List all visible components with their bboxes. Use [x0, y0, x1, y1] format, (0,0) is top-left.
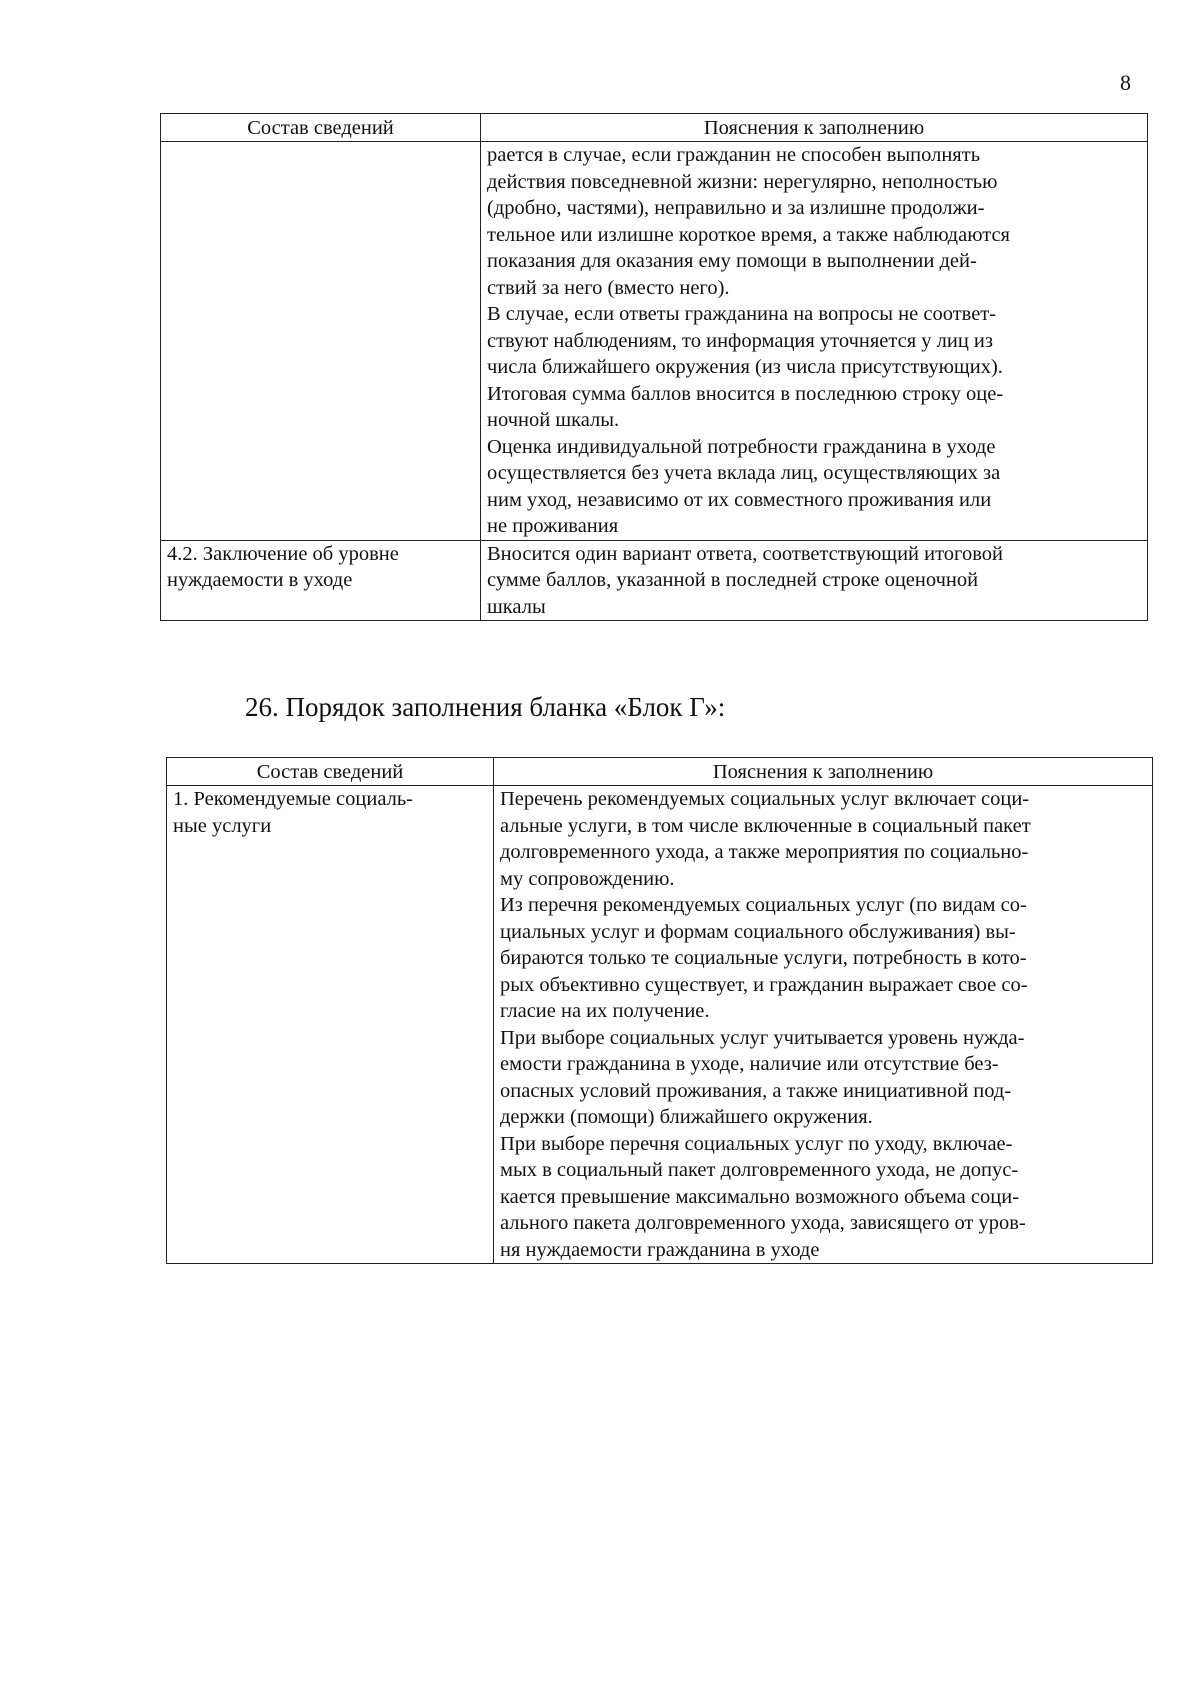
column-header-contents: Состав сведений	[161, 114, 481, 142]
field-name: 1. Рекомендуемые социаль- ные услуги	[173, 788, 414, 837]
instructions-table-continued	[160, 113, 1148, 621]
table-row	[167, 786, 1153, 1264]
column-header-contents: Состав сведений	[167, 758, 494, 786]
explanation-paragraph: При выборе социальных услуг учитывается уровень нужда- емости гражданина в уходе, наличие или отсутствие без- опасных условий проживания, а также инициативной под- держки (помощи) ближайшего окружения.	[500, 1026, 1025, 1128]
table-header-row	[161, 114, 1148, 142]
table-row	[161, 142, 1148, 541]
explanation-paragraph: рается в случае, если гражданин не способен выполнять действия повседневной жизни: нерегулярно, неполностью (дробно, частями), неправильно и за излишне продолжи- тельное или излишне короткое время, а также наблюдаются показания для оказания ему помощи в выполнении дей- ствий за него (вместо него).	[487, 144, 1010, 299]
field-cell	[161, 142, 481, 541]
field-cell	[167, 786, 494, 1264]
explanation-cell	[481, 540, 1148, 621]
explanation-paragraph: Итоговая сумма баллов вносится в последнюю строку оце- ночной шкалы.	[487, 382, 1004, 431]
explanation-cell	[481, 142, 1148, 541]
column-header-explanations: Пояснения к заполнению	[494, 758, 1153, 786]
explanation-paragraph: Из перечня рекомендуемых социальных услуг (по видам со- циальных услуг и формам социального обслуживания) вы- бираются только те социальные услуги, потребность в кото- рых объективно существует, и гражданин выражает свое со- гласие на их получение.	[500, 894, 1028, 1022]
explanation-paragraph: В случае, если ответы гражданина на вопросы не соответ- ствуют наблюдениям, то информация уточняется у лиц из числа ближайшего окружения (из числа присутствующих).	[487, 303, 1003, 378]
column-header-explanations: Пояснения к заполнению	[481, 114, 1148, 142]
explanation-paragraph: Вносится один вариант ответа, соответствующий итоговой сумме баллов, указанной в последней строке оценочной шкалы	[487, 542, 1003, 618]
table-row	[161, 540, 1148, 621]
page-number: 8	[1120, 70, 1131, 95]
table-header-row	[167, 758, 1153, 786]
block-g-instructions-table	[166, 757, 1153, 1264]
field-cell	[161, 540, 481, 621]
explanation-cell	[494, 786, 1153, 1264]
section-heading: 26. Порядок заполнения бланка «Блок Г»:	[245, 692, 726, 722]
explanation-paragraph: Перечень рекомендуемых социальных услуг включает соци- альные услуги, в том числе включенные в социальный пакет долговременного ухода, а также мероприятия по социально- му сопровождению.	[500, 788, 1031, 890]
field-name: 4.2. Заключение об уровне нуждаемости в уходе	[167, 542, 399, 591]
explanation-paragraph: При выборе перечня социальных услуг по уходу, включае- мых в социальный пакет долговременного ухода, не допус- кается превышение максимально возможного объема соци- ального пакета долговременного ухода, зависящего от уров- ня нуждаемости гражданина в уходе	[500, 1132, 1026, 1261]
explanation-paragraph: Оценка индивидуальной потребности гражданина в уходе осуществляется без учета вклада лиц, осуществляющих за ним уход, независимо от их совместного проживания или не проживания	[487, 435, 1001, 537]
